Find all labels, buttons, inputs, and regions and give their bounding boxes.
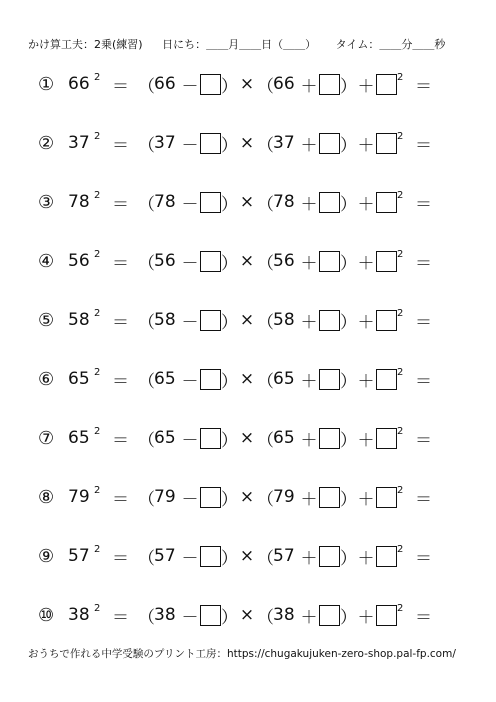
plus-sign: ＋ — [357, 548, 375, 569]
minus-sign: － — [181, 312, 199, 333]
inner-base: 58 — [154, 310, 176, 330]
open-paren: （ — [138, 607, 155, 628]
close-paren: ） — [340, 312, 357, 333]
date-field: 日にち：＿＿月＿＿日（＿＿） — [162, 38, 317, 51]
minus-sign: － — [181, 76, 199, 97]
plus-sign: ＋ — [300, 430, 318, 451]
close-paren: ） — [340, 76, 357, 97]
problem-row — [38, 603, 432, 627]
minus-sign: － — [181, 253, 199, 274]
exponent: 2 — [397, 602, 404, 614]
inner-base: 37 — [273, 133, 295, 153]
problem-base: 78 — [68, 192, 90, 212]
inner-base: 66 — [154, 74, 176, 94]
inner-base: 38 — [273, 605, 295, 625]
answer-box-square[interactable] — [376, 428, 397, 449]
equals-sign: ＝ — [112, 312, 129, 333]
exponent: 2 — [397, 543, 404, 555]
open-paren: （ — [257, 548, 274, 569]
equals-sign: ＝ — [415, 430, 432, 451]
answer-box-square[interactable] — [376, 192, 397, 213]
plus-sign: ＋ — [357, 135, 375, 156]
open-paren: （ — [257, 489, 274, 510]
problem-base: 38 — [68, 605, 90, 625]
close-paren: ） — [340, 430, 357, 451]
problem-base: 57 — [68, 546, 90, 566]
answer-box-plus[interactable] — [319, 310, 340, 331]
inner-base: 65 — [273, 428, 295, 448]
equals-sign: ＝ — [112, 489, 129, 510]
equals-sign: ＝ — [112, 76, 129, 97]
close-paren: ） — [340, 607, 357, 628]
problem-number: ④ — [38, 250, 55, 272]
problem-row — [38, 308, 432, 332]
answer-box-minus[interactable] — [200, 369, 221, 390]
answer-box-plus[interactable] — [319, 487, 340, 508]
inner-base: 58 — [273, 310, 295, 330]
plus-sign: ＋ — [357, 76, 375, 97]
problem-base: 66 — [68, 74, 90, 94]
answer-box-minus[interactable] — [200, 546, 221, 567]
open-paren: （ — [257, 194, 274, 215]
times-sign: × — [239, 74, 255, 94]
open-paren: （ — [257, 371, 274, 392]
exponent: 2 — [94, 425, 101, 437]
open-paren: （ — [138, 371, 155, 392]
plus-sign: ＋ — [357, 430, 375, 451]
plus-sign: ＋ — [300, 253, 318, 274]
exponent: 2 — [94, 484, 101, 496]
equals-sign: ＝ — [112, 607, 129, 628]
close-paren: ） — [340, 253, 357, 274]
open-paren: （ — [257, 76, 274, 97]
problem-row — [38, 190, 432, 214]
close-paren: ） — [340, 135, 357, 156]
answer-box-square[interactable] — [376, 546, 397, 567]
problem-number: ⑤ — [38, 309, 55, 331]
problem-row — [38, 544, 432, 568]
plus-sign: ＋ — [300, 607, 318, 628]
problem-base: 65 — [68, 428, 90, 448]
answer-box-plus[interactable] — [319, 74, 340, 95]
plus-sign: ＋ — [357, 489, 375, 510]
answer-box-plus[interactable] — [319, 428, 340, 449]
answer-box-square[interactable] — [376, 487, 397, 508]
problem-base: 79 — [68, 487, 90, 507]
inner-base: 65 — [154, 428, 176, 448]
plus-sign: ＋ — [300, 194, 318, 215]
answer-box-minus[interactable] — [200, 74, 221, 95]
equals-sign: ＝ — [415, 194, 432, 215]
answer-box-minus[interactable] — [200, 251, 221, 272]
exponent: 2 — [94, 307, 101, 319]
times-sign: × — [239, 369, 255, 389]
answer-box-plus[interactable] — [319, 546, 340, 567]
answer-box-minus[interactable] — [200, 605, 221, 626]
problem-number: ⑥ — [38, 368, 55, 390]
close-paren: ） — [340, 194, 357, 215]
exponent: 2 — [94, 189, 101, 201]
close-paren: ） — [221, 253, 238, 274]
equals-sign: ＝ — [112, 253, 129, 274]
open-paren: （ — [138, 430, 155, 451]
equals-sign: ＝ — [415, 548, 432, 569]
problem-row — [38, 72, 432, 96]
time-field: タイム：＿＿分＿＿秒 — [335, 38, 446, 51]
times-sign: × — [239, 192, 255, 212]
times-sign: × — [239, 605, 255, 625]
times-sign: × — [239, 310, 255, 330]
equals-sign: ＝ — [415, 607, 432, 628]
minus-sign: － — [181, 135, 199, 156]
problem-base: 37 — [68, 133, 90, 153]
plus-sign: ＋ — [357, 194, 375, 215]
problem-base: 56 — [68, 251, 90, 271]
plus-sign: ＋ — [300, 371, 318, 392]
exponent: 2 — [397, 366, 404, 378]
exponent: 2 — [94, 248, 101, 260]
open-paren: （ — [138, 548, 155, 569]
problem-row — [38, 249, 432, 273]
close-paren: ） — [340, 371, 357, 392]
times-sign: × — [239, 251, 255, 271]
worksheet-header — [28, 36, 461, 52]
answer-box-square[interactable] — [376, 133, 397, 154]
exponent: 2 — [397, 248, 404, 260]
equals-sign: ＝ — [112, 371, 129, 392]
exponent: 2 — [94, 71, 101, 83]
minus-sign: － — [181, 371, 199, 392]
open-paren: （ — [257, 430, 274, 451]
open-paren: （ — [138, 194, 155, 215]
minus-sign: － — [181, 607, 199, 628]
open-paren: （ — [138, 253, 155, 274]
minus-sign: － — [181, 548, 199, 569]
close-paren: ） — [221, 430, 238, 451]
inner-base: 65 — [273, 369, 295, 389]
problem-row — [38, 367, 432, 391]
problem-number: ⑨ — [38, 545, 55, 567]
minus-sign: － — [181, 430, 199, 451]
exponent: 2 — [94, 602, 101, 614]
close-paren: ） — [340, 489, 357, 510]
answer-box-plus[interactable] — [319, 251, 340, 272]
problem-base: 58 — [68, 310, 90, 330]
answer-box-minus[interactable] — [200, 133, 221, 154]
inner-base: 66 — [273, 74, 295, 94]
exponent: 2 — [397, 484, 404, 496]
close-paren: ） — [221, 194, 238, 215]
equals-sign: ＝ — [112, 194, 129, 215]
inner-base: 79 — [273, 487, 295, 507]
inner-base: 56 — [154, 251, 176, 271]
problem-number: ⑧ — [38, 486, 55, 508]
answer-box-square[interactable] — [376, 251, 397, 272]
exponent: 2 — [94, 366, 101, 378]
plus-sign: ＋ — [300, 489, 318, 510]
open-paren: （ — [138, 76, 155, 97]
footer-credit: おうちで作れる中学受験のプリント工房：https://chugakujuken-zero-shop.pal-fp.com/ — [28, 648, 456, 660]
open-paren: （ — [138, 135, 155, 156]
close-paren: ） — [221, 607, 238, 628]
times-sign: × — [239, 133, 255, 153]
exponent: 2 — [397, 307, 404, 319]
close-paren: ） — [340, 548, 357, 569]
problem-number: ⑩ — [38, 604, 55, 626]
equals-sign: ＝ — [415, 253, 432, 274]
answer-box-square[interactable] — [376, 74, 397, 95]
open-paren: （ — [138, 312, 155, 333]
plus-sign: ＋ — [300, 548, 318, 569]
times-sign: × — [239, 546, 255, 566]
problem-row — [38, 485, 432, 509]
equals-sign: ＝ — [415, 135, 432, 156]
problem-number: ③ — [38, 191, 55, 213]
inner-base: 57 — [273, 546, 295, 566]
close-paren: ） — [221, 76, 238, 97]
inner-base: 38 — [154, 605, 176, 625]
answer-box-minus[interactable] — [200, 310, 221, 331]
problem-row — [38, 426, 432, 450]
plus-sign: ＋ — [357, 253, 375, 274]
problem-number: ② — [38, 132, 55, 154]
times-sign: × — [239, 487, 255, 507]
equals-sign: ＝ — [112, 135, 129, 156]
exponent: 2 — [397, 189, 404, 201]
plus-sign: ＋ — [357, 371, 375, 392]
open-paren: （ — [138, 489, 155, 510]
answer-box-plus[interactable] — [319, 133, 340, 154]
inner-base: 57 — [154, 546, 176, 566]
plus-sign: ＋ — [300, 135, 318, 156]
close-paren: ） — [221, 312, 238, 333]
close-paren: ） — [221, 135, 238, 156]
exponent: 2 — [397, 71, 404, 83]
problem-number: ⑦ — [38, 427, 55, 449]
equals-sign: ＝ — [112, 548, 129, 569]
minus-sign: － — [181, 194, 199, 215]
answer-box-minus[interactable] — [200, 428, 221, 449]
answer-box-plus[interactable] — [319, 192, 340, 213]
answer-box-minus[interactable] — [200, 192, 221, 213]
exponent: 2 — [397, 130, 404, 142]
plus-sign: ＋ — [300, 312, 318, 333]
open-paren: （ — [257, 253, 274, 274]
problem-row — [38, 131, 432, 155]
worksheet-title: かけ算工夫：2乗(練習) — [28, 38, 143, 51]
equals-sign: ＝ — [112, 430, 129, 451]
exponent: 2 — [397, 425, 404, 437]
answer-box-square[interactable] — [376, 369, 397, 390]
answer-box-plus[interactable] — [319, 369, 340, 390]
exponent: 2 — [94, 543, 101, 555]
close-paren: ） — [221, 489, 238, 510]
plus-sign: ＋ — [357, 312, 375, 333]
plus-sign: ＋ — [357, 607, 375, 628]
times-sign: × — [239, 428, 255, 448]
equals-sign: ＝ — [415, 76, 432, 97]
exponent: 2 — [94, 130, 101, 142]
inner-base: 37 — [154, 133, 176, 153]
problem-number: ① — [38, 73, 55, 95]
open-paren: （ — [257, 312, 274, 333]
plus-sign: ＋ — [300, 76, 318, 97]
answer-box-square[interactable] — [376, 310, 397, 331]
answer-box-plus[interactable] — [319, 605, 340, 626]
equals-sign: ＝ — [415, 371, 432, 392]
answer-box-square[interactable] — [376, 605, 397, 626]
equals-sign: ＝ — [415, 489, 432, 510]
minus-sign: － — [181, 489, 199, 510]
inner-base: 65 — [154, 369, 176, 389]
inner-base: 56 — [273, 251, 295, 271]
inner-base: 78 — [154, 192, 176, 212]
inner-base: 79 — [154, 487, 176, 507]
open-paren: （ — [257, 135, 274, 156]
close-paren: ） — [221, 371, 238, 392]
equals-sign: ＝ — [415, 312, 432, 333]
inner-base: 78 — [273, 192, 295, 212]
close-paren: ） — [221, 548, 238, 569]
problem-base: 65 — [68, 369, 90, 389]
open-paren: （ — [257, 607, 274, 628]
answer-box-minus[interactable] — [200, 487, 221, 508]
